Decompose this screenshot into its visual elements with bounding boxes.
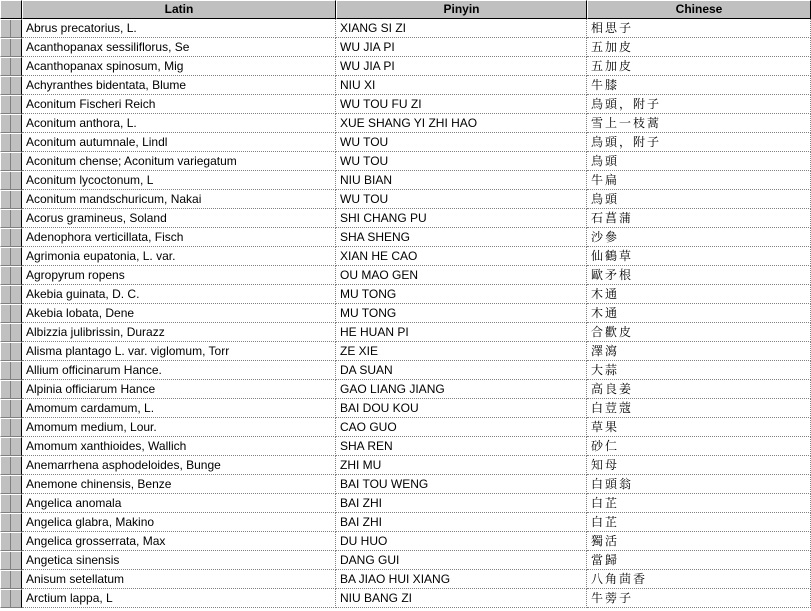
table-body bbox=[0, 19, 811, 608]
row-selector[interactable] bbox=[0, 399, 22, 418]
chinese-cell[interactable]: 雪上一枝蒿 bbox=[587, 114, 811, 133]
latin-cell[interactable]: Arctium lappa, L bbox=[22, 589, 336, 608]
latin-cell[interactable]: Angelica anomala bbox=[22, 494, 336, 513]
row-selector[interactable] bbox=[0, 418, 22, 437]
pinyin-cell[interactable]: BA JIAO HUI XIANG bbox=[336, 570, 587, 589]
table-row[interactable] bbox=[0, 551, 811, 570]
pinyin-cell[interactable]: XIANG SI ZI bbox=[336, 19, 587, 38]
chinese-cell[interactable]: 烏頭，附子 bbox=[587, 133, 811, 152]
table-row[interactable] bbox=[0, 456, 811, 475]
select-all-corner[interactable] bbox=[0, 0, 22, 19]
latin-cell[interactable]: Amomum xanthioides, Wallich bbox=[22, 437, 336, 456]
column-header-bar bbox=[0, 0, 811, 19]
column-header-chinese[interactable]: Chinese bbox=[587, 0, 811, 19]
pinyin-cell[interactable]: SHA REN bbox=[336, 437, 587, 456]
table-row[interactable] bbox=[0, 361, 811, 380]
table-row[interactable] bbox=[0, 190, 811, 209]
latin-cell[interactable]: Aconitum anthora, L. bbox=[22, 114, 336, 133]
chinese-cell[interactable]: 木通 bbox=[587, 285, 811, 304]
pinyin-cell[interactable]: BAI ZHI bbox=[336, 513, 587, 532]
row-selector[interactable] bbox=[0, 589, 22, 608]
table-row[interactable] bbox=[0, 19, 811, 38]
latin-cell[interactable]: Angelica grosserrata, Max bbox=[22, 532, 336, 551]
chinese-cell[interactable]: 白荳蔻 bbox=[587, 399, 811, 418]
pinyin-cell[interactable]: NIU BIAN bbox=[336, 171, 587, 190]
table-row[interactable] bbox=[0, 133, 811, 152]
latin-cell[interactable]: Adenophora verticillata, Fisch bbox=[22, 228, 336, 247]
latin-cell[interactable]: Amomum medium, Lour. bbox=[22, 418, 336, 437]
latin-cell[interactable]: Alpinia officiarum Hance bbox=[22, 380, 336, 399]
chinese-cell[interactable]: 高良姜 bbox=[587, 380, 811, 399]
row-selector[interactable] bbox=[0, 152, 22, 171]
table-row[interactable] bbox=[0, 38, 811, 57]
pinyin-cell[interactable]: NIU BANG ZI bbox=[336, 589, 587, 608]
pinyin-cell[interactable]: WU TOU bbox=[336, 133, 587, 152]
pinyin-cell[interactable]: HE HUAN PI bbox=[336, 323, 587, 342]
pinyin-cell[interactable]: BAI TOU WENG bbox=[336, 475, 587, 494]
row-selector[interactable] bbox=[0, 304, 22, 323]
table-row[interactable] bbox=[0, 95, 811, 114]
row-selector[interactable] bbox=[0, 380, 22, 399]
pinyin-cell[interactable]: CAO GUO bbox=[336, 418, 587, 437]
latin-cell[interactable]: Aconitum lycoctonum, L bbox=[22, 171, 336, 190]
pinyin-cell[interactable]: XUE SHANG YI ZHI HAO bbox=[336, 114, 587, 133]
latin-cell[interactable]: Anemarrhena asphodeloides, Bunge bbox=[22, 456, 336, 475]
chinese-cell[interactable]: 知母 bbox=[587, 456, 811, 475]
latin-cell[interactable]: Angelica glabra, Makino bbox=[22, 513, 336, 532]
pinyin-cell[interactable]: NIU XI bbox=[336, 76, 587, 95]
chinese-cell[interactable]: 白頭翁 bbox=[587, 475, 811, 494]
row-selector[interactable] bbox=[0, 209, 22, 228]
pinyin-cell[interactable]: WU JIA PI bbox=[336, 57, 587, 76]
table-row[interactable] bbox=[0, 76, 811, 95]
row-selector[interactable] bbox=[0, 171, 22, 190]
pinyin-cell[interactable]: SHA SHENG bbox=[336, 228, 587, 247]
table-row[interactable] bbox=[0, 513, 811, 532]
chinese-cell[interactable]: 沙參 bbox=[587, 228, 811, 247]
table-row[interactable] bbox=[0, 475, 811, 494]
pinyin-cell[interactable]: SHI CHANG PU bbox=[336, 209, 587, 228]
row-selector[interactable] bbox=[0, 19, 22, 38]
row-selector[interactable] bbox=[0, 228, 22, 247]
latin-cell[interactable]: Agrimonia eupatonia, L. var. bbox=[22, 247, 336, 266]
row-selector[interactable] bbox=[0, 76, 22, 95]
row-selector[interactable] bbox=[0, 513, 22, 532]
latin-cell[interactable]: Acanthopanax sessiliflorus, Se bbox=[22, 38, 336, 57]
chinese-cell[interactable]: 草果 bbox=[587, 418, 811, 437]
table-row[interactable] bbox=[0, 532, 811, 551]
chinese-cell[interactable]: 五加皮 bbox=[587, 57, 811, 76]
row-selector[interactable] bbox=[0, 532, 22, 551]
latin-cell[interactable]: Allium officinarum Hance. bbox=[22, 361, 336, 380]
table-row[interactable] bbox=[0, 171, 811, 190]
latin-cell[interactable]: Akebia lobata, Dene bbox=[22, 304, 336, 323]
table-row[interactable] bbox=[0, 589, 811, 608]
column-header-pinyin[interactable]: Pinyin bbox=[336, 0, 587, 19]
chinese-cell[interactable]: 白芷 bbox=[587, 494, 811, 513]
chinese-cell[interactable]: 八角茴香 bbox=[587, 570, 811, 589]
row-selector[interactable] bbox=[0, 570, 22, 589]
table-row[interactable] bbox=[0, 494, 811, 513]
pinyin-cell[interactable]: OU MAO GEN bbox=[336, 266, 587, 285]
pinyin-cell[interactable]: XIAN HE CAO bbox=[336, 247, 587, 266]
pinyin-cell[interactable]: WU TOU bbox=[336, 152, 587, 171]
pinyin-cell[interactable]: DANG GUI bbox=[336, 551, 587, 570]
table-row[interactable] bbox=[0, 418, 811, 437]
latin-cell[interactable]: Albizzia julibrissin, Durazz bbox=[22, 323, 336, 342]
chinese-cell[interactable]: 砂仁 bbox=[587, 437, 811, 456]
chinese-cell[interactable]: 牛膝 bbox=[587, 76, 811, 95]
pinyin-cell[interactable]: BAI ZHI bbox=[336, 494, 587, 513]
pinyin-cell[interactable]: WU TOU FU ZI bbox=[336, 95, 587, 114]
latin-cell[interactable]: Aconitum Fischeri Reich bbox=[22, 95, 336, 114]
row-selector[interactable] bbox=[0, 342, 22, 361]
table-row[interactable] bbox=[0, 114, 811, 133]
row-selector[interactable] bbox=[0, 494, 22, 513]
chinese-cell[interactable]: 烏頭 bbox=[587, 190, 811, 209]
row-selector[interactable] bbox=[0, 38, 22, 57]
latin-cell[interactable]: Aconitum mandschuricum, Nakai bbox=[22, 190, 336, 209]
row-selector[interactable] bbox=[0, 190, 22, 209]
table-row[interactable] bbox=[0, 285, 811, 304]
latin-cell[interactable]: Anemone chinensis, Benze bbox=[22, 475, 336, 494]
row-selector[interactable] bbox=[0, 456, 22, 475]
chinese-cell[interactable]: 烏頭，附子 bbox=[587, 95, 811, 114]
latin-cell[interactable]: Agropyrum ropens bbox=[22, 266, 336, 285]
row-selector[interactable] bbox=[0, 57, 22, 76]
pinyin-cell[interactable]: MU TONG bbox=[336, 304, 587, 323]
pinyin-cell[interactable]: ZE XIE bbox=[336, 342, 587, 361]
row-selector[interactable] bbox=[0, 247, 22, 266]
chinese-cell[interactable]: 當歸 bbox=[587, 551, 811, 570]
chinese-cell[interactable]: 白芷 bbox=[587, 513, 811, 532]
chinese-cell[interactable]: 澤瀉 bbox=[587, 342, 811, 361]
row-selector[interactable] bbox=[0, 95, 22, 114]
latin-cell[interactable]: Anisum setellatum bbox=[22, 570, 336, 589]
row-selector[interactable] bbox=[0, 266, 22, 285]
latin-cell[interactable]: Alisma plantago L. var. viglomum, Torr bbox=[22, 342, 336, 361]
table-row[interactable] bbox=[0, 152, 811, 171]
latin-cell[interactable]: Achyranthes bidentata, Blume bbox=[22, 76, 336, 95]
table-row[interactable] bbox=[0, 437, 811, 456]
table-row[interactable] bbox=[0, 342, 811, 361]
table-row[interactable] bbox=[0, 266, 811, 285]
table-row[interactable] bbox=[0, 57, 811, 76]
latin-cell[interactable]: Aconitum autumnale, Lindl bbox=[22, 133, 336, 152]
latin-cell[interactable]: Acanthopanax spinosum, Mig bbox=[22, 57, 336, 76]
pinyin-cell[interactable]: DA SUAN bbox=[336, 361, 587, 380]
table-row[interactable] bbox=[0, 209, 811, 228]
chinese-cell[interactable]: 石菖蒲 bbox=[587, 209, 811, 228]
row-selector[interactable] bbox=[0, 133, 22, 152]
table-row[interactable] bbox=[0, 570, 811, 589]
chinese-cell[interactable]: 烏頭 bbox=[587, 152, 811, 171]
row-selector[interactable] bbox=[0, 323, 22, 342]
pinyin-cell[interactable]: WU TOU bbox=[336, 190, 587, 209]
chinese-cell[interactable]: 獨活 bbox=[587, 532, 811, 551]
pinyin-cell[interactable]: GAO LIANG JIANG bbox=[336, 380, 587, 399]
latin-cell[interactable]: Amomum cardamum, L. bbox=[22, 399, 336, 418]
row-selector[interactable] bbox=[0, 551, 22, 570]
chinese-cell[interactable]: 五加皮 bbox=[587, 38, 811, 57]
table-row[interactable] bbox=[0, 228, 811, 247]
chinese-cell[interactable]: 牛蒡子 bbox=[587, 589, 811, 608]
table-row[interactable] bbox=[0, 247, 811, 266]
latin-cell[interactable]: Akebia guinata, D. C. bbox=[22, 285, 336, 304]
pinyin-cell[interactable]: BAI DOU KOU bbox=[336, 399, 587, 418]
row-selector[interactable] bbox=[0, 114, 22, 133]
pinyin-cell[interactable]: WU JIA PI bbox=[336, 38, 587, 57]
table-row[interactable] bbox=[0, 380, 811, 399]
row-selector[interactable] bbox=[0, 437, 22, 456]
latin-cell[interactable]: Angetica sinensis bbox=[22, 551, 336, 570]
chinese-cell[interactable]: 歐矛根 bbox=[587, 266, 811, 285]
column-header-latin[interactable]: Latin bbox=[22, 0, 336, 19]
row-selector[interactable] bbox=[0, 285, 22, 304]
table-row[interactable] bbox=[0, 304, 811, 323]
table-row[interactable] bbox=[0, 399, 811, 418]
latin-cell[interactable]: Acorus gramineus, Soland bbox=[22, 209, 336, 228]
row-selector[interactable] bbox=[0, 475, 22, 494]
pinyin-cell[interactable]: MU TONG bbox=[336, 285, 587, 304]
chinese-cell[interactable]: 木通 bbox=[587, 304, 811, 323]
row-selector[interactable] bbox=[0, 361, 22, 380]
latin-cell[interactable]: Abrus precatorius, L. bbox=[22, 19, 336, 38]
chinese-cell[interactable]: 仙鶴草 bbox=[587, 247, 811, 266]
chinese-cell[interactable]: 相思子 bbox=[587, 19, 811, 38]
chinese-cell[interactable]: 大蒜 bbox=[587, 361, 811, 380]
latin-cell[interactable]: Aconitum chense; Aconitum variegatum bbox=[22, 152, 336, 171]
chinese-cell[interactable]: 合歡皮 bbox=[587, 323, 811, 342]
pinyin-cell[interactable]: ZHI MU bbox=[336, 456, 587, 475]
pinyin-cell[interactable]: DU HUO bbox=[336, 532, 587, 551]
table-row[interactable] bbox=[0, 323, 811, 342]
chinese-cell[interactable]: 牛扁 bbox=[587, 171, 811, 190]
